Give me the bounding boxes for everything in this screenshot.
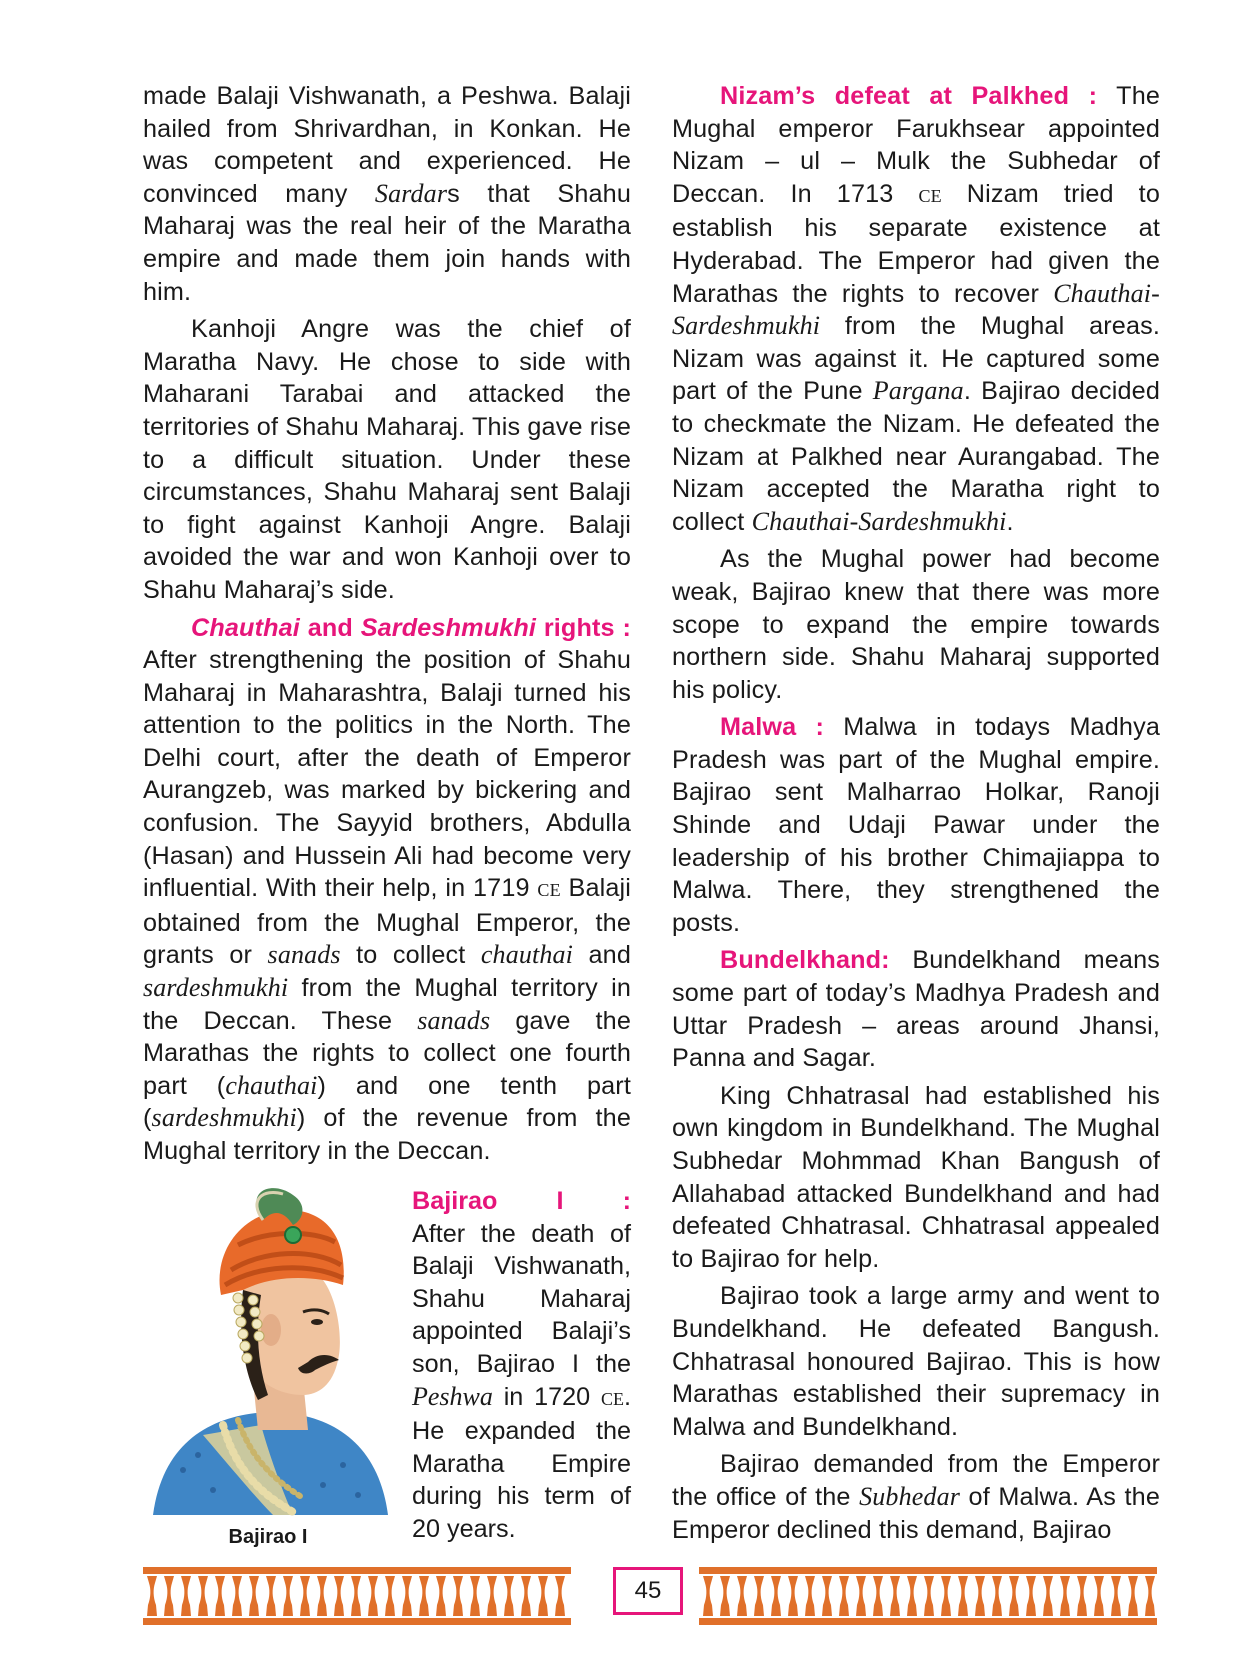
decorative-border-left <box>143 1567 571 1627</box>
portrait-caption: Bajirao I <box>228 1526 308 1548</box>
paragraph-kanhoji: Kanhoji Angre was the chief of Maratha Navy. He chose to side with Maharani Tarabai and attacked the territories of Shahu Maharaj. This gave rise to a difficult situation. Under these circumstances, Shahu Maharaj sent Balaji to fight against Kanhoji Angre. Balaji avoided the war and won Kanhoji over to Shahu Maharaj’s side. <box>143 315 631 604</box>
paragraph-nizam-defeat: Nizam’s defeat at Palkhed : The Mughal emperor Farukhsear appointed Nizam – ul – Mulk the Subhedar of Deccan. In 1713 CE Nizam tried to establish his separate existence at Hyderabad. The Emperor had given the Marathas the rights to recover Chauthai-Sardeshmukhi from the Mughal areas. Nizam was against it. He captured some part of the Pune Pargana. Bajirao decided to checkmate the Nizam. He defeated the Nizam at Palkhed near Aurangabad. The Nizam accepted the Maratha right to collect Chauthai-Sardeshmukhi. <box>672 82 1161 536</box>
paragraph-bajirao: After the death of Balaji Vishwanath, Shahu Maharaj appointed Balaji’s son, Bajirao I the Peshwa in 1720 CE. He expanded the Maratha Empire during his term of 20 years. <box>412 1219 631 1543</box>
paragraph-chhatrasal: King Chhatrasal had established his own kingdom in Bundelkhand. The Mughal Subhedar Mohmmad Khan Bangush of Allahabad attacked Bundelkhand and had defeated Chhatrasal. Chhatrasal appealed to Bajirao for help. <box>672 1081 1160 1273</box>
bajirao-figure <box>143 1180 393 1555</box>
bajirao-portrait-image <box>143 1180 393 1520</box>
paragraph-supremacy: Bajirao took a large army and went to Bundelkhand. He defeated Bangush. Chhatrasal honoured Bajirao. This is how Marathas established their supremacy in Malwa and Bundelkhand. <box>672 1282 1160 1441</box>
paragraph-subhedar-demand: Bajirao demanded from the Emperor the office of the Subhedar of Malwa. As the Emperor declined this demand, Bajirao <box>672 1450 1160 1544</box>
bajirao-section <box>412 1185 631 1546</box>
paragraph-mughal-weak: As the Mughal power had become weak, Bajirao knew that there was more scope to expand the empire towards northern side. Shahu Maharaj supported his policy. <box>672 545 1160 704</box>
paragraph-chauthai-rights: Chauthai and Sardeshmukhi rights : After strengthening the position of Shahu Maharaj in Maharashtra, Balaji turned his attention to the politics in the North. The Delhi court, after the death of Emperor Aurangzeb, was marked by bickering and confusion. The Sayyid brothers, Abdulla (Hasan) and Hussein Ali had become very influential. With their help, in 1719 CE Balaji obtained from the Mughal Emperor, the grants or sanads to collect chauthai and sardeshmukhi from the Mughal territory in the Deccan. These sanads gave the Marathas the rights to collect one fourth part (chauthai) and one tenth part (sardeshmukhi) of the revenue from the Mughal territory in the Deccan. <box>143 613 631 1165</box>
heading-chauthai-rights: Chauthai and Sardeshmukhi rights : <box>191 613 631 642</box>
page-number: 45 <box>613 1567 683 1615</box>
paragraph-bundelkhand: Bundelkhand: Bundelkhand means some part of today’s Madhya Pradesh and Uttar Pradesh – areas around Jhansi, Panna and Sagar. <box>672 946 1160 1073</box>
heading-bajirao: Bajirao I : <box>412 1187 631 1215</box>
heading-malwa: Malwa : <box>720 713 825 742</box>
left-column <box>143 80 631 1173</box>
paragraph-balaji-intro: made Balaji Vishwanath, a Peshwa. Balaji hailed from Shrivardhan, in Konkan. He was competent and experienced. He convinced many Sardars that Shahu Maharaj was the real heir of the Maratha empire and made them join hands with him. <box>143 82 631 306</box>
heading-bundelkhand: Bundelkhand: <box>720 946 890 975</box>
paragraph-malwa: Malwa : Malwa in todays Madhya Pradesh was part of the Mughal empire. Bajirao sent Malharrao Holkar, Ranoji Shinde and Udaji Pawar under the leadership of his brother Chimajiappa to Malwa. There, they strengthened the posts. <box>672 713 1160 937</box>
heading-nizam-defeat: Nizam’s defeat at Palkhed : <box>720 82 1098 110</box>
right-column <box>672 80 1160 1551</box>
page-footer <box>143 1567 1157 1627</box>
decorative-border-right <box>699 1567 1157 1627</box>
